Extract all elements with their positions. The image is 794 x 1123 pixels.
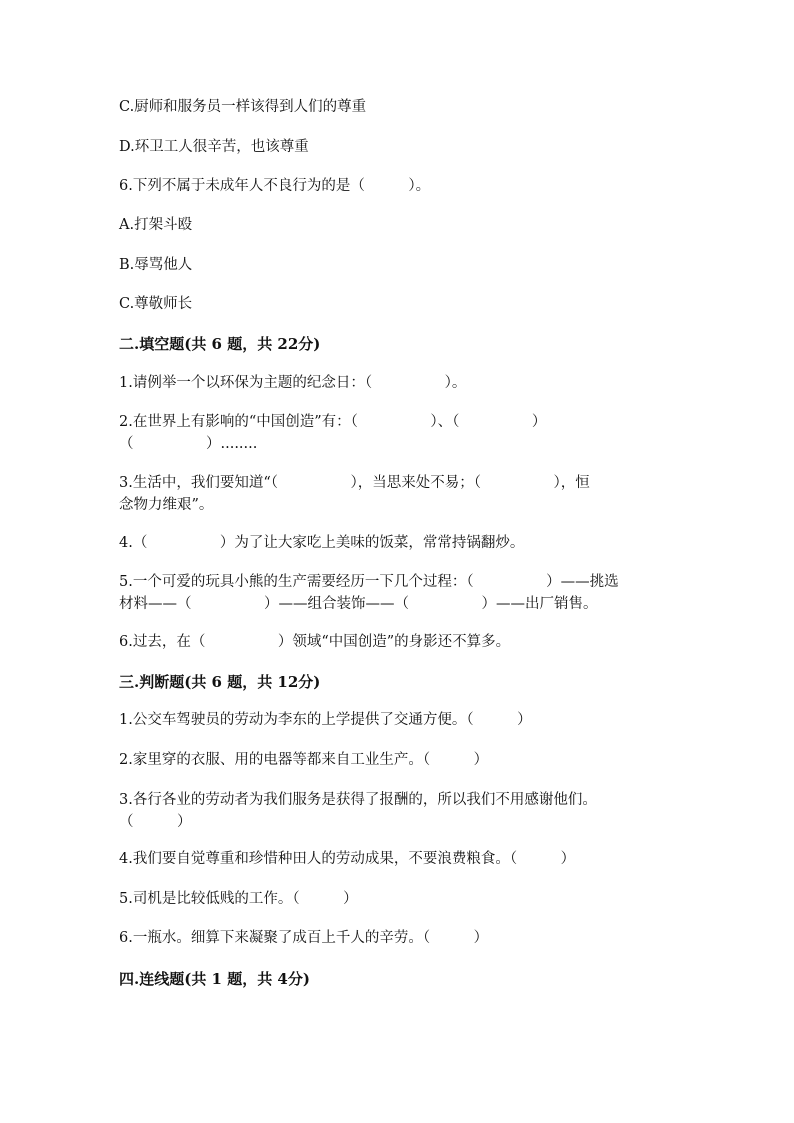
fill-question-6: 6.过去，在（ ）领域“中国创造”的身影还不算多。: [119, 634, 511, 650]
fill-question-3: 3.生活中，我们要知道“（ ），当思来处不易；（ ），恒 念物力维艰”。: [119, 475, 590, 513]
option-a: A.打架斗殴: [119, 217, 193, 233]
judge-question-5: 5.司机是比较低贱的工作。（ ）: [119, 891, 358, 907]
question-6-choice: 6.下列不属于未成年人不良行为的是（ ）。: [119, 178, 431, 194]
option-c-chef: C.厨师和服务员一样该得到人们的尊重: [119, 99, 367, 115]
option-b: B.辱骂他人: [119, 257, 193, 273]
fill-question-1: 1.请例举一个以环保为主题的纪念日：（ ）。: [119, 375, 467, 391]
judge-question-1: 1.公交车驾驶员的劳动为李东的上学提供了交通方便。（ ）: [119, 712, 532, 728]
judge-question-2: 2.家里穿的衣服、用的电器等都来自工业生产。（ ）: [119, 752, 489, 768]
judge-question-4: 4.我们要自觉尊重和珍惜种田人的劳动成果，不要浪费粮食。（ ）: [119, 851, 576, 867]
option-c: C.尊敬师长: [119, 296, 193, 312]
section-heading-judgment: 三.判断题(共 6 题，共 12分): [119, 673, 321, 691]
judge-question-3: 3.各行各业的劳动者为我们服务是获得了报酬的，所以我们不用感谢他们。 （ ）: [119, 792, 597, 830]
section-heading-matching: 四.连线题(共 1 题，共 4分): [119, 970, 310, 988]
fill-question-5: 5.一个可爱的玩具小熊的生产需要经历一下几个过程：（ ）——挑选 材料——（ ）——组合装饰——（ ）——出厂销售。: [119, 574, 619, 612]
option-d-sanitation: D.环卫工人很辛苦，也该尊重: [119, 139, 309, 155]
section-heading-fill-in: 二.填空题(共 6 题，共 22分): [119, 335, 321, 353]
fill-question-4: 4.（ ）为了让大家吃上美味的饭菜，常常持锅翻炒。: [119, 535, 525, 551]
judge-question-6: 6.一瓶水。细算下来凝聚了成百上千人的辛劳。（ ）: [119, 930, 489, 946]
fill-question-2: 2.在世界上有影响的“中国创造”有：（ ）、（ ） （ ）........: [119, 414, 547, 452]
